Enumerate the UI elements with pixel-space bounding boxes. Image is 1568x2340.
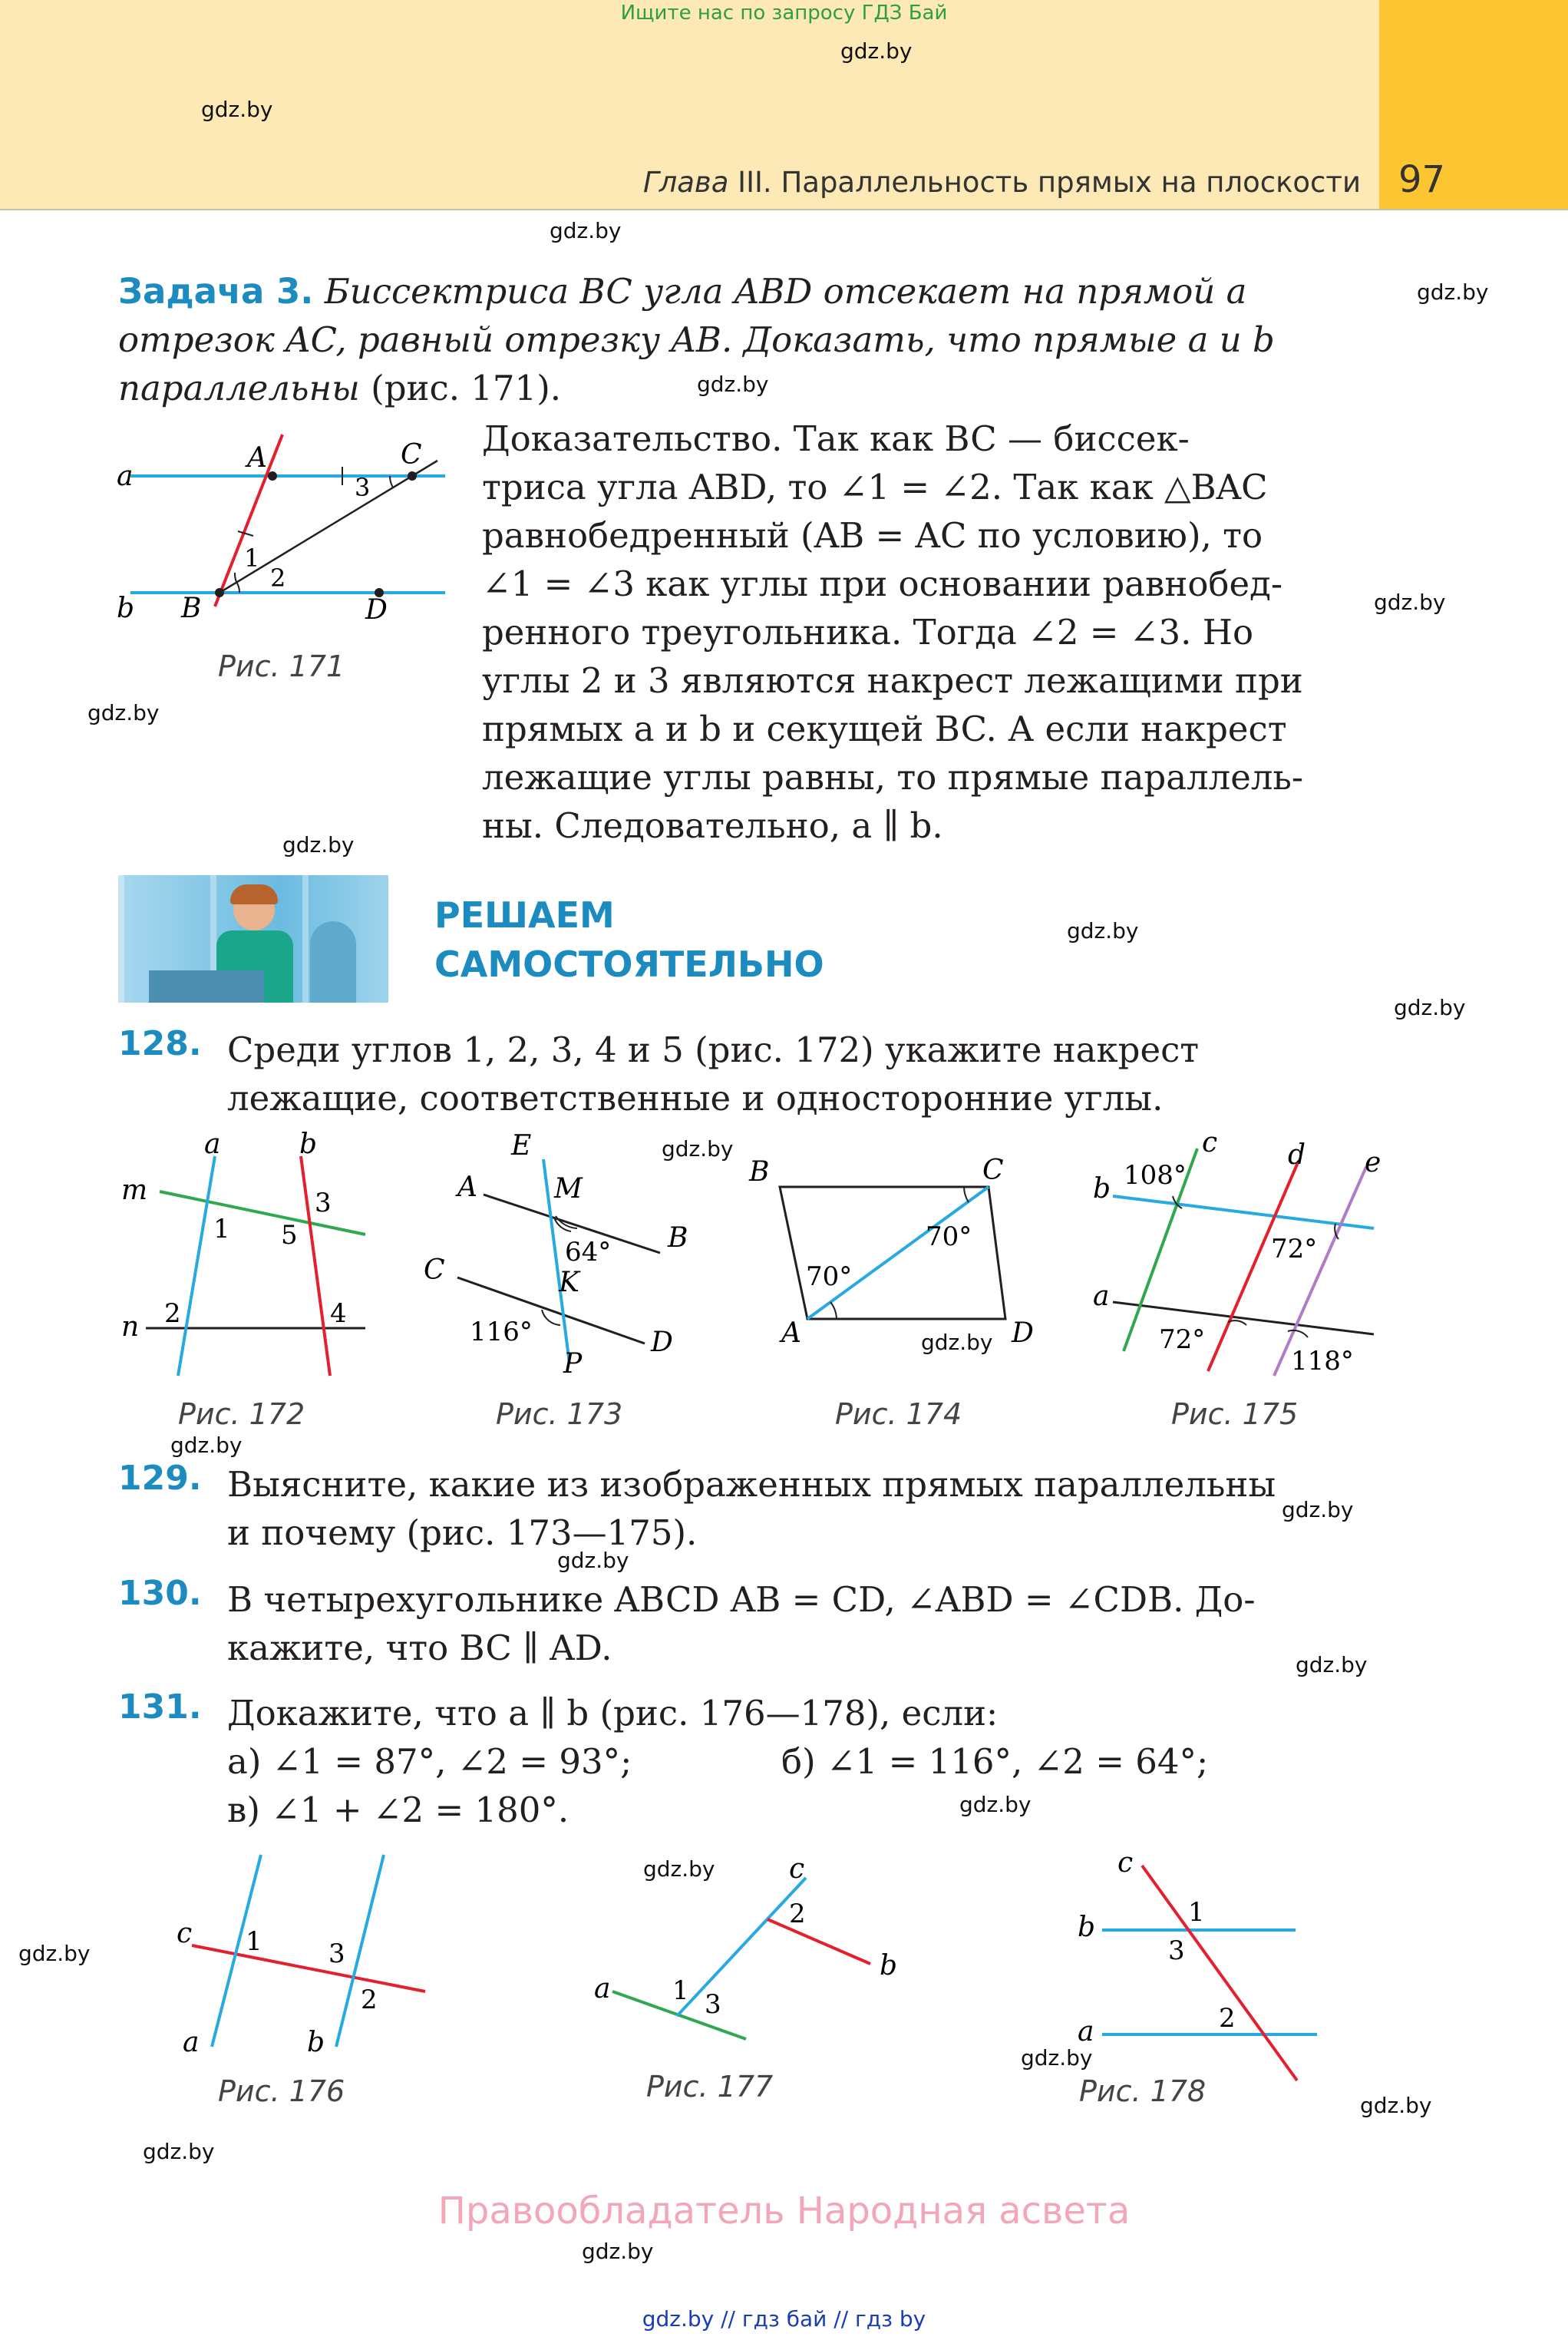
label-4: 4 bbox=[330, 1298, 347, 1329]
label-3: 3 bbox=[315, 1188, 332, 1218]
line-b bbox=[1113, 1196, 1374, 1228]
point-b bbox=[215, 588, 224, 597]
figure-173 bbox=[414, 1129, 721, 1390]
proof-line: Доказательство. Так как BC — биссек- bbox=[482, 418, 1190, 459]
angle-arc bbox=[830, 1302, 837, 1319]
exercise-number: 131. bbox=[118, 1687, 202, 1727]
line-a bbox=[178, 1156, 215, 1376]
angle-118: 118° bbox=[1291, 1346, 1354, 1377]
label-2: 2 bbox=[270, 564, 286, 593]
task3-line1: Задача 3. Биссектриса BC угла ABD отсекает на прямой a bbox=[118, 271, 1247, 312]
angle-arc bbox=[1228, 1320, 1246, 1325]
label-a: a bbox=[1078, 2016, 1094, 2048]
label-M: M bbox=[554, 1173, 583, 1205]
line-d bbox=[1208, 1161, 1299, 1371]
figure-174 bbox=[737, 1129, 1059, 1390]
label-n: n bbox=[121, 1311, 140, 1343]
caption-171: Рис. 171 bbox=[218, 649, 345, 683]
angle-arc bbox=[235, 573, 236, 582]
footer-links[interactable]: gdz.by // гдз бай // гдз by bbox=[642, 2306, 926, 2332]
watermark: gdz.by bbox=[1296, 1652, 1368, 1677]
caption-175: Рис. 175 bbox=[1171, 1397, 1299, 1431]
label-c: c bbox=[177, 1918, 193, 1949]
angle-arc bbox=[236, 582, 239, 593]
angle-arc bbox=[964, 1187, 969, 1202]
line-b bbox=[767, 1919, 870, 1964]
label-B: B bbox=[749, 1156, 770, 1188]
watermark: gdz.by bbox=[1374, 590, 1446, 615]
label-b: b bbox=[1078, 1912, 1096, 1943]
watermark: gdz.by bbox=[557, 1548, 629, 1573]
label-1: 1 bbox=[246, 1926, 262, 1957]
line-m bbox=[160, 1191, 365, 1234]
label-2: 2 bbox=[1219, 2003, 1236, 2034]
task3-line2: отрезок AC, равный отрезку AB. Доказать, что прямые a и b bbox=[118, 319, 1275, 360]
label-3: 3 bbox=[355, 473, 371, 502]
top-note: Ищите нас по запросу ГДЗ Бай bbox=[620, 2, 948, 25]
watermark: gdz.by bbox=[921, 1330, 993, 1355]
watermark: gdz.by bbox=[201, 97, 273, 122]
watermark: gdz.by bbox=[143, 2139, 215, 2164]
proof-line: равнобедренный (AB = AC по условию), то bbox=[482, 515, 1263, 556]
chapter-word: Глава bbox=[643, 166, 729, 199]
quad-abcd bbox=[780, 1187, 1005, 1319]
point-a bbox=[268, 471, 277, 481]
line-e bbox=[1274, 1167, 1366, 1376]
caption-178: Рис. 178 bbox=[1079, 2074, 1207, 2108]
label-d: d bbox=[1288, 1139, 1306, 1171]
watermark: gdz.by bbox=[282, 832, 355, 858]
page-number: 97 bbox=[1398, 158, 1446, 201]
caption-176: Рис. 176 bbox=[218, 2074, 345, 2108]
task3-proof bbox=[482, 415, 1380, 850]
label-A: A bbox=[457, 1172, 477, 1203]
label-A: A bbox=[781, 1317, 801, 1349]
angle-64: 64° bbox=[565, 1237, 612, 1268]
watermark: gdz.by bbox=[87, 700, 160, 725]
label-E: E bbox=[511, 1130, 532, 1162]
label-2: 2 bbox=[361, 1985, 378, 2015]
label-C: C bbox=[424, 1254, 445, 1286]
angle-arc bbox=[390, 476, 393, 488]
chapter-title bbox=[643, 166, 1361, 199]
watermark: gdz.by bbox=[1021, 2045, 1093, 2071]
label-2: 2 bbox=[164, 1298, 181, 1329]
student-hair bbox=[230, 884, 278, 904]
label-e: e bbox=[1365, 1147, 1381, 1178]
point-c bbox=[408, 471, 417, 481]
task3-statement bbox=[118, 267, 1377, 412]
desk bbox=[149, 970, 264, 1003]
copyright-notice: Правообладатель Народная асвета bbox=[437, 2190, 1131, 2233]
caption-174: Рис. 174 bbox=[835, 1397, 962, 1431]
bisector-bc bbox=[220, 461, 437, 593]
label-b: b bbox=[880, 1950, 898, 1981]
label-1: 1 bbox=[244, 544, 260, 573]
watermark: gdz.by bbox=[1360, 2093, 1432, 2118]
angle-70-a: 70° bbox=[806, 1261, 853, 1292]
label-b: b bbox=[117, 593, 135, 624]
label-3: 3 bbox=[705, 1989, 721, 2020]
angle-116: 116° bbox=[470, 1317, 533, 1347]
line-a bbox=[1113, 1302, 1374, 1334]
watermark: gdz.by bbox=[840, 38, 913, 64]
proof-line: ренного треугольника. Тогда ∠2 = ∠3. Но bbox=[482, 612, 1254, 653]
angle-108: 108° bbox=[1124, 1160, 1187, 1191]
label-b: b bbox=[1093, 1173, 1111, 1205]
figure-175 bbox=[1082, 1121, 1389, 1390]
exercise-number: 129. bbox=[118, 1459, 202, 1498]
exercise-number: 130. bbox=[118, 1574, 202, 1613]
label-P: P bbox=[563, 1348, 583, 1380]
label-a: a bbox=[1093, 1281, 1110, 1312]
caption-172: Рис. 172 bbox=[178, 1397, 305, 1431]
label-a: a bbox=[117, 461, 134, 492]
label-b: b bbox=[307, 2027, 325, 2058]
caption-177: Рис. 177 bbox=[646, 2070, 774, 2104]
label-C: C bbox=[982, 1155, 1004, 1186]
label-a: a bbox=[204, 1129, 221, 1160]
angle-72-bottom: 72° bbox=[1159, 1324, 1206, 1355]
watermark: gdz.by bbox=[697, 372, 769, 397]
section-image bbox=[118, 875, 388, 1003]
proof-line: ны. Следовательно, a ∥ b. bbox=[482, 805, 943, 846]
chapter-rest: III. Параллельность прямых на плоскости bbox=[728, 166, 1361, 199]
label-1: 1 bbox=[1188, 1897, 1205, 1928]
label-5: 5 bbox=[281, 1220, 298, 1251]
figure-172 bbox=[115, 1129, 376, 1390]
watermark: gdz.by bbox=[1417, 279, 1489, 305]
watermark: gdz.by bbox=[1282, 1497, 1354, 1522]
label-a: a bbox=[183, 2027, 200, 2058]
label-D: D bbox=[365, 594, 388, 626]
watermark: gdz.by bbox=[662, 1136, 734, 1162]
exercise-128-text: Среди углов 1, 2, 3, 4 и 5 (рис. 172) укажите накрест лежащие, соответственные и односторонние углы. bbox=[227, 1030, 1200, 1119]
watermark: gdz.by bbox=[170, 1433, 243, 1458]
proof-line: лежащие углы равны, то прямые параллель- bbox=[482, 757, 1304, 798]
task3-line3: параллельны (рис. 171). bbox=[118, 368, 562, 408]
proof-line: прямых a и b и секущей BC. А если накрест bbox=[482, 709, 1287, 749]
label-B: B bbox=[181, 593, 202, 624]
figure-176 bbox=[153, 1850, 445, 2081]
exercise-number: 128. bbox=[118, 1024, 202, 1063]
label-b: b bbox=[299, 1129, 318, 1160]
silhouette bbox=[310, 921, 356, 1003]
figure-178 bbox=[1067, 1850, 1343, 2088]
label-K: K bbox=[559, 1267, 579, 1298]
proof-line: триса угла ABD, то ∠1 = ∠2. Так как △BAC bbox=[482, 467, 1268, 507]
diagonal-ac bbox=[807, 1187, 989, 1319]
label-c: c bbox=[1202, 1127, 1218, 1158]
label-c: c bbox=[1117, 1850, 1134, 1879]
task3-label: Задача 3. bbox=[118, 271, 314, 312]
line-c bbox=[677, 1878, 806, 2016]
label-C: C bbox=[401, 439, 422, 471]
caption-173: Рис. 173 bbox=[496, 1397, 623, 1431]
label-B: B bbox=[668, 1222, 688, 1254]
label-c: c bbox=[789, 1853, 805, 1885]
label-D: D bbox=[651, 1327, 673, 1358]
exercise-130-text: В четырехугольнике ABCD AB = CD, ∠ABD = ∠CDB. До- кажите, что BC ∥ AD. bbox=[227, 1579, 1256, 1668]
label-3: 3 bbox=[1168, 1935, 1185, 1966]
line-c bbox=[1142, 1866, 1297, 2081]
watermark: gdz.by bbox=[582, 2239, 654, 2264]
label-a: a bbox=[594, 1973, 611, 2005]
section-title: РЕШАЕМ САМОСТОЯТЕЛЬНО bbox=[434, 894, 824, 985]
proof-line: углы 2 и 3 являются накрест лежащими при bbox=[482, 660, 1303, 701]
figure-171 bbox=[107, 430, 468, 645]
label-m: m bbox=[121, 1175, 148, 1206]
angle-72-top: 72° bbox=[1271, 1234, 1318, 1264]
watermark: gdz.by bbox=[550, 218, 622, 243]
watermark: gdz.by bbox=[18, 1941, 91, 1966]
watermark: gdz.by bbox=[1067, 918, 1139, 944]
watermark: gdz.by bbox=[959, 1792, 1032, 1817]
angle-70-c: 70° bbox=[926, 1221, 972, 1252]
header-rule bbox=[0, 209, 1568, 210]
watermark: gdz.by bbox=[643, 1856, 715, 1882]
label-3: 3 bbox=[328, 1938, 345, 1969]
label-A: A bbox=[247, 442, 267, 474]
label-D: D bbox=[1012, 1317, 1034, 1349]
figure-177 bbox=[583, 1850, 921, 2081]
label-1: 1 bbox=[672, 1975, 689, 2006]
label-2: 2 bbox=[789, 1899, 806, 1929]
exercise-129-text: Выясните, какие из изображенных прямых параллельны и почему (рис. 173—175). bbox=[227, 1464, 1276, 1553]
label-1: 1 bbox=[213, 1214, 230, 1244]
exercise-131-text: Докажите, что a ∥ b (рис. 176—178), если: а) ∠1 = 87°, ∠2 = 93°; б) ∠1 = 116°, ∠2 = 64°; в) ∠1 + ∠2 = 180°. bbox=[227, 1693, 1209, 1830]
proof-line: ∠1 = ∠3 как углы при основании равнобед- bbox=[482, 564, 1283, 604]
watermark: gdz.by bbox=[1394, 995, 1466, 1020]
